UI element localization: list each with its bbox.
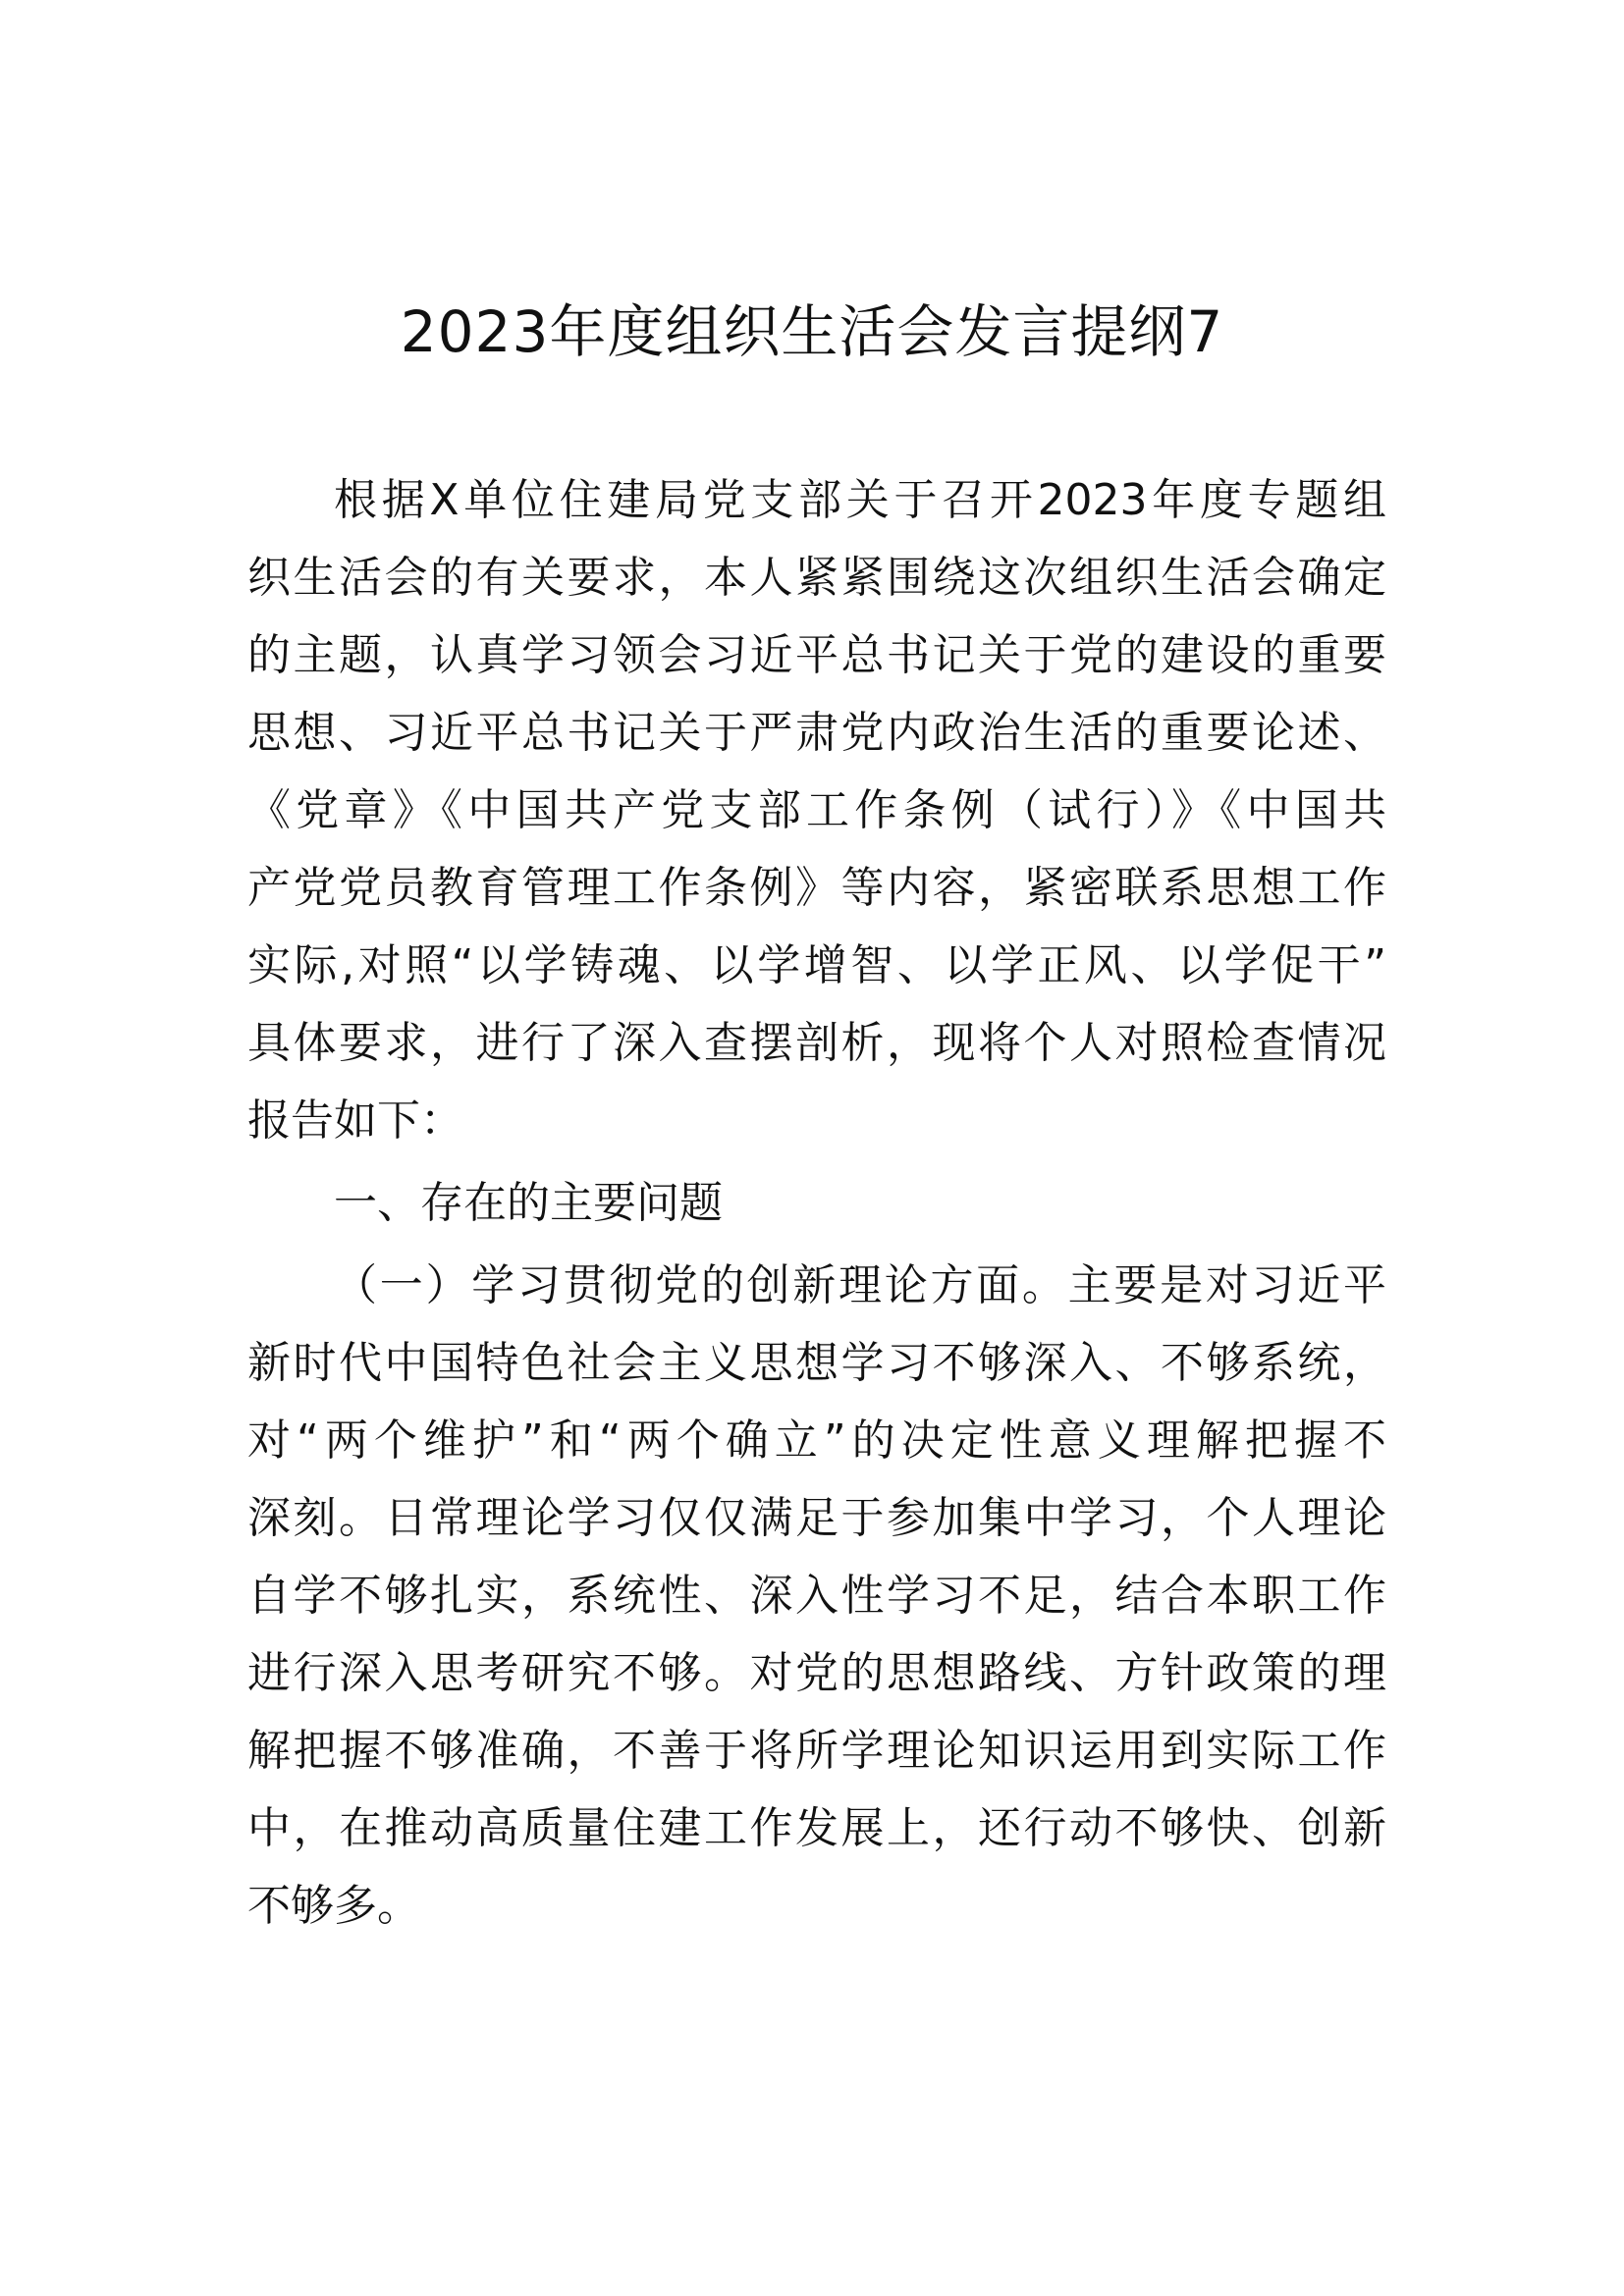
text-line: 思想、习近平总书记关于严肃党内政治生活的重要论述、 <box>247 708 1386 758</box>
text-line: 《党章》《中国共产党支部工作条例（试行）》《中国共 <box>247 785 1386 835</box>
text-line: 自学不够扎实，系统性、深入性学习不足，结合本职工作 <box>247 1571 1386 1621</box>
text-line: 织生活会的有关要求，本人紧紧围绕这次组织生活会确定 <box>247 553 1386 603</box>
text-line: 实际,对照“以学铸魂、以学增智、以学正风、以学促干” <box>247 940 1386 990</box>
text-line: 深刻。日常理论学习仅仅满足于参加集中学习，个人理论 <box>247 1493 1386 1543</box>
text-line: 新时代中国特色社会主义思想学习不够深入、不够系统， <box>247 1338 1386 1388</box>
text-line: 具体要求，进行了深入查摆剖析，现将个人对照检查情况 <box>247 1018 1386 1068</box>
text-line: 的主题，认真学习领会习近平总书记关于党的建设的重要 <box>247 630 1386 680</box>
text-line: 报告如下： <box>247 1095 463 1146</box>
paragraph-section-1-1 <box>247 1247 1386 1945</box>
document-body <box>247 461 1386 1945</box>
text-line: 中，在推动高质量住建工作发展上，还行动不够快、创新 <box>247 1803 1386 1853</box>
text-line: 解把握不够准确，不善于将所学理论知识运用到实际工作 <box>247 1726 1386 1776</box>
paragraph-intro <box>247 461 1386 1159</box>
document-title: 2023年度组织生活会发言提纲7 <box>400 298 1224 365</box>
text-line: 进行深入思考研究不够。对党的思想路线、方针政策的理 <box>247 1648 1386 1698</box>
text-line: 不够多。 <box>247 1881 420 1931</box>
text-line: （一）学习贯彻党的创新理论方面。主要是对习近平 <box>334 1260 1386 1310</box>
section-heading <box>247 1164 1386 1242</box>
text-line: 对“两个维护”和“两个确立”的决定性意义理解把握不 <box>247 1415 1386 1466</box>
heading-line: 一、存在的主要问题 <box>334 1178 723 1228</box>
text-line: 产党党员教育管理工作条例》等内容，紧密联系思想工作 <box>247 863 1386 913</box>
text-line: 根据X单位住建局党支部关于召开2023年度专题组 <box>334 475 1386 525</box>
